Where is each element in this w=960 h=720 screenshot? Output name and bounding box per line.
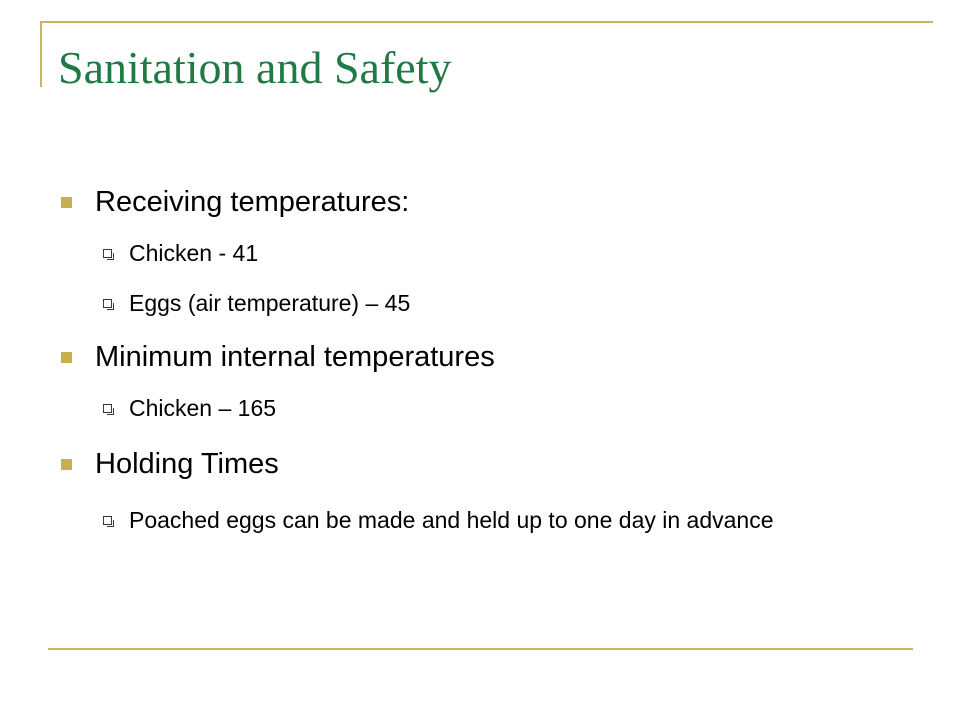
bullet-text: Receiving temperatures: [95, 186, 410, 218]
sub-bullet-text: Eggs (air temperature) – 45 [129, 290, 411, 316]
hollow-square-bullet-icon [103, 249, 112, 258]
sub-bullet-text: Poached eggs can be made and held up to one day in advance [129, 507, 774, 533]
hollow-square-bullet-icon [103, 299, 112, 308]
bullet-text: Minimum internal temperatures [95, 341, 495, 373]
sub-bullet-text: Chicken – 165 [129, 395, 277, 421]
hollow-square-bullet-icon [103, 516, 112, 525]
sub-bullet-item [129, 238, 889, 269]
sub-bullet-item [129, 393, 889, 424]
filled-square-bullet-icon [61, 459, 72, 470]
bullet-text: Holding Times [95, 448, 279, 480]
bullet-item-minimum-internal [95, 339, 495, 375]
sub-bullet-item [129, 505, 889, 536]
left-accent-rule [40, 21, 42, 87]
top-accent-rule [40, 21, 933, 23]
sub-bullet-item [129, 288, 889, 319]
sub-bullet-text: Chicken - 41 [129, 240, 259, 266]
bullet-item-receiving [95, 184, 409, 220]
filled-square-bullet-icon [61, 352, 72, 363]
filled-square-bullet-icon [61, 197, 72, 208]
hollow-square-bullet-icon [103, 404, 112, 413]
bullet-item-holding-times [95, 446, 279, 482]
bottom-accent-rule [48, 648, 913, 650]
slide-title: Sanitation and Safety [58, 42, 452, 93]
